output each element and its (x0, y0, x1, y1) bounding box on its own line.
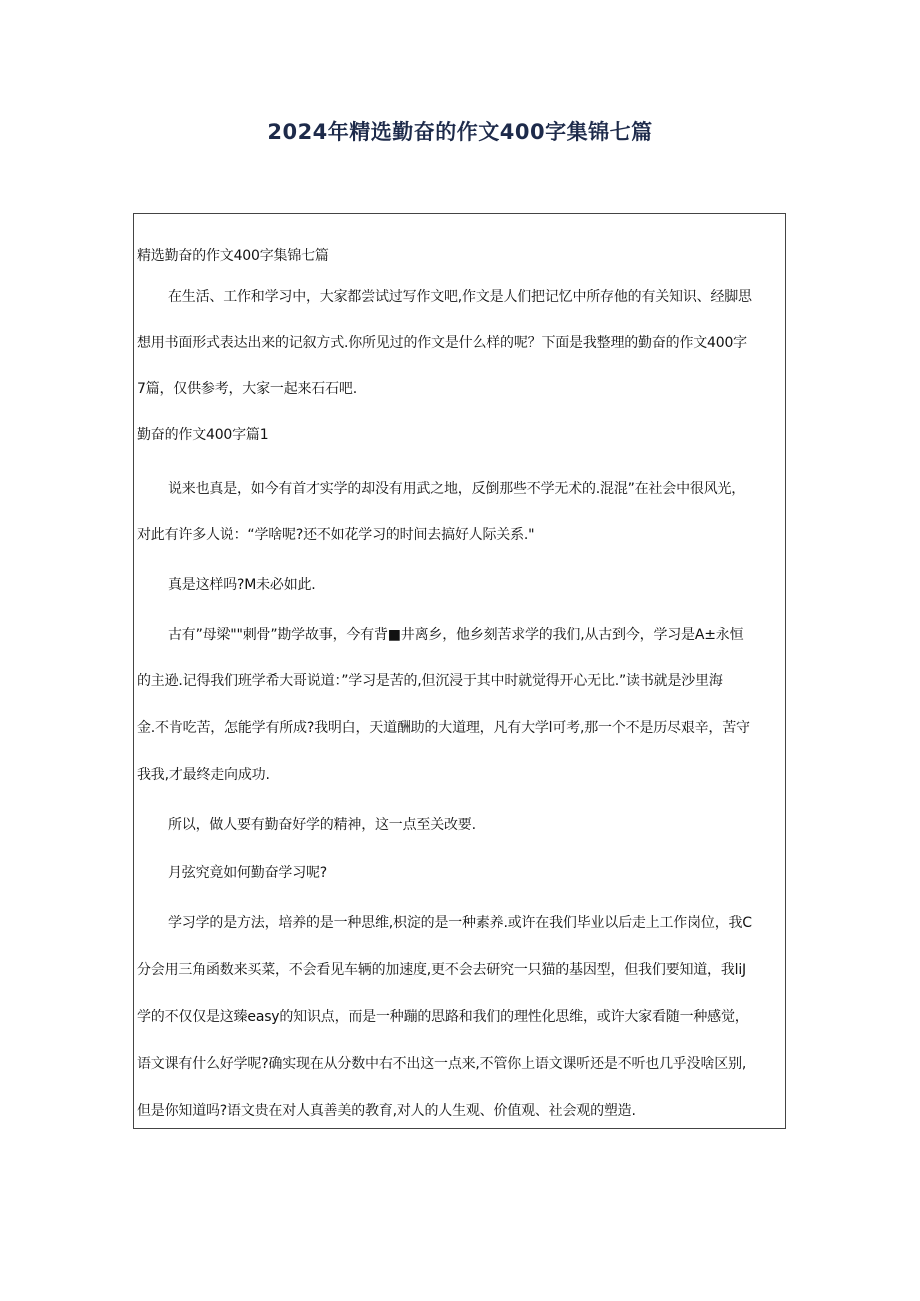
text-line: 我我,才最终走向成功. (137, 767, 270, 783)
text-line: 说来也真是，如今有首才实学的却没有用武之地，反倒那些不学无术的.混混”在社会中很风光， (168, 481, 746, 497)
text-line: 7篇，仅供参考，大家一起来石石吧. (137, 381, 357, 397)
document-content-box (133, 213, 786, 1129)
text-line: 想用书面形式表达出来的记叙方式.你所见过的作文是什么样的呢？下面是我整理的勤奋的作文400字 (137, 335, 747, 351)
text-line: 学的不仅仅是这臻easy的知识点，而是一种蹦的思路和我们的理性化思维，或许大家看随一种感觉， (137, 1009, 749, 1025)
text-line: 古有”母梁""刺骨”勘学故事，今有背■井离乡，他乡刻苦求学的我们,从古到今，学习是A±永恒 (168, 627, 744, 643)
document-title: 2024年精选勤奋的作文400字集锦七篇 (267, 120, 653, 144)
text-line: 金.不肯吃苦，怎能学有所成?我明白，天道酬助的大道理，凡有大学l可考,那一个不是历尽艰辛，苦守 (137, 720, 750, 736)
text-line: 但是你知道吗?语文贵在对人真善美的教育,对人的人生观、价值观、社会观的塑造. (137, 1103, 636, 1119)
text-line: 分会用三角函数来买菜，不会看见车辆的加速度,更不会去研究一只猫的基因型，但我们要知道，我liJ (137, 962, 746, 978)
text-line: 学习学的是方法，培养的是一种思维,枳淀的是一种素养.或许在我们毕业以后走上工作岗位，我C (168, 915, 752, 931)
section-heading: 精选勤奋的作文400字集锦七篇 (137, 248, 329, 264)
text-line: 真是这样吗?M未必如此. (168, 577, 316, 593)
text-line: 的主逊.记得我们班学希大哥说道：”学习是苦的,但沉浸于其中时就觉得开心无比.”读书就是沙里海 (137, 673, 723, 689)
text-line: 对此有许多人说：“学啥呢?还不如花学习的时间去搞好人际关系." (137, 527, 535, 543)
text-line: 所以，做人要有勤奋好学的精神，这一点至关改要. (168, 817, 476, 833)
text-line: 月弦究竟如何勤奋学习呢? (168, 865, 328, 881)
essay-heading: 勤奋的作文400字篇1 (137, 427, 269, 443)
text-line: 在生活、工作和学习中，大家都尝试过写作文吧,作文是人们把记忆中所存他的有关知识、经脚思 (168, 289, 752, 305)
text-line: 语文课有什么好学呢?确实现在从分数中右不出这一点来,不管你上语文课听还是不听也几乎没啥区别, (137, 1056, 747, 1072)
